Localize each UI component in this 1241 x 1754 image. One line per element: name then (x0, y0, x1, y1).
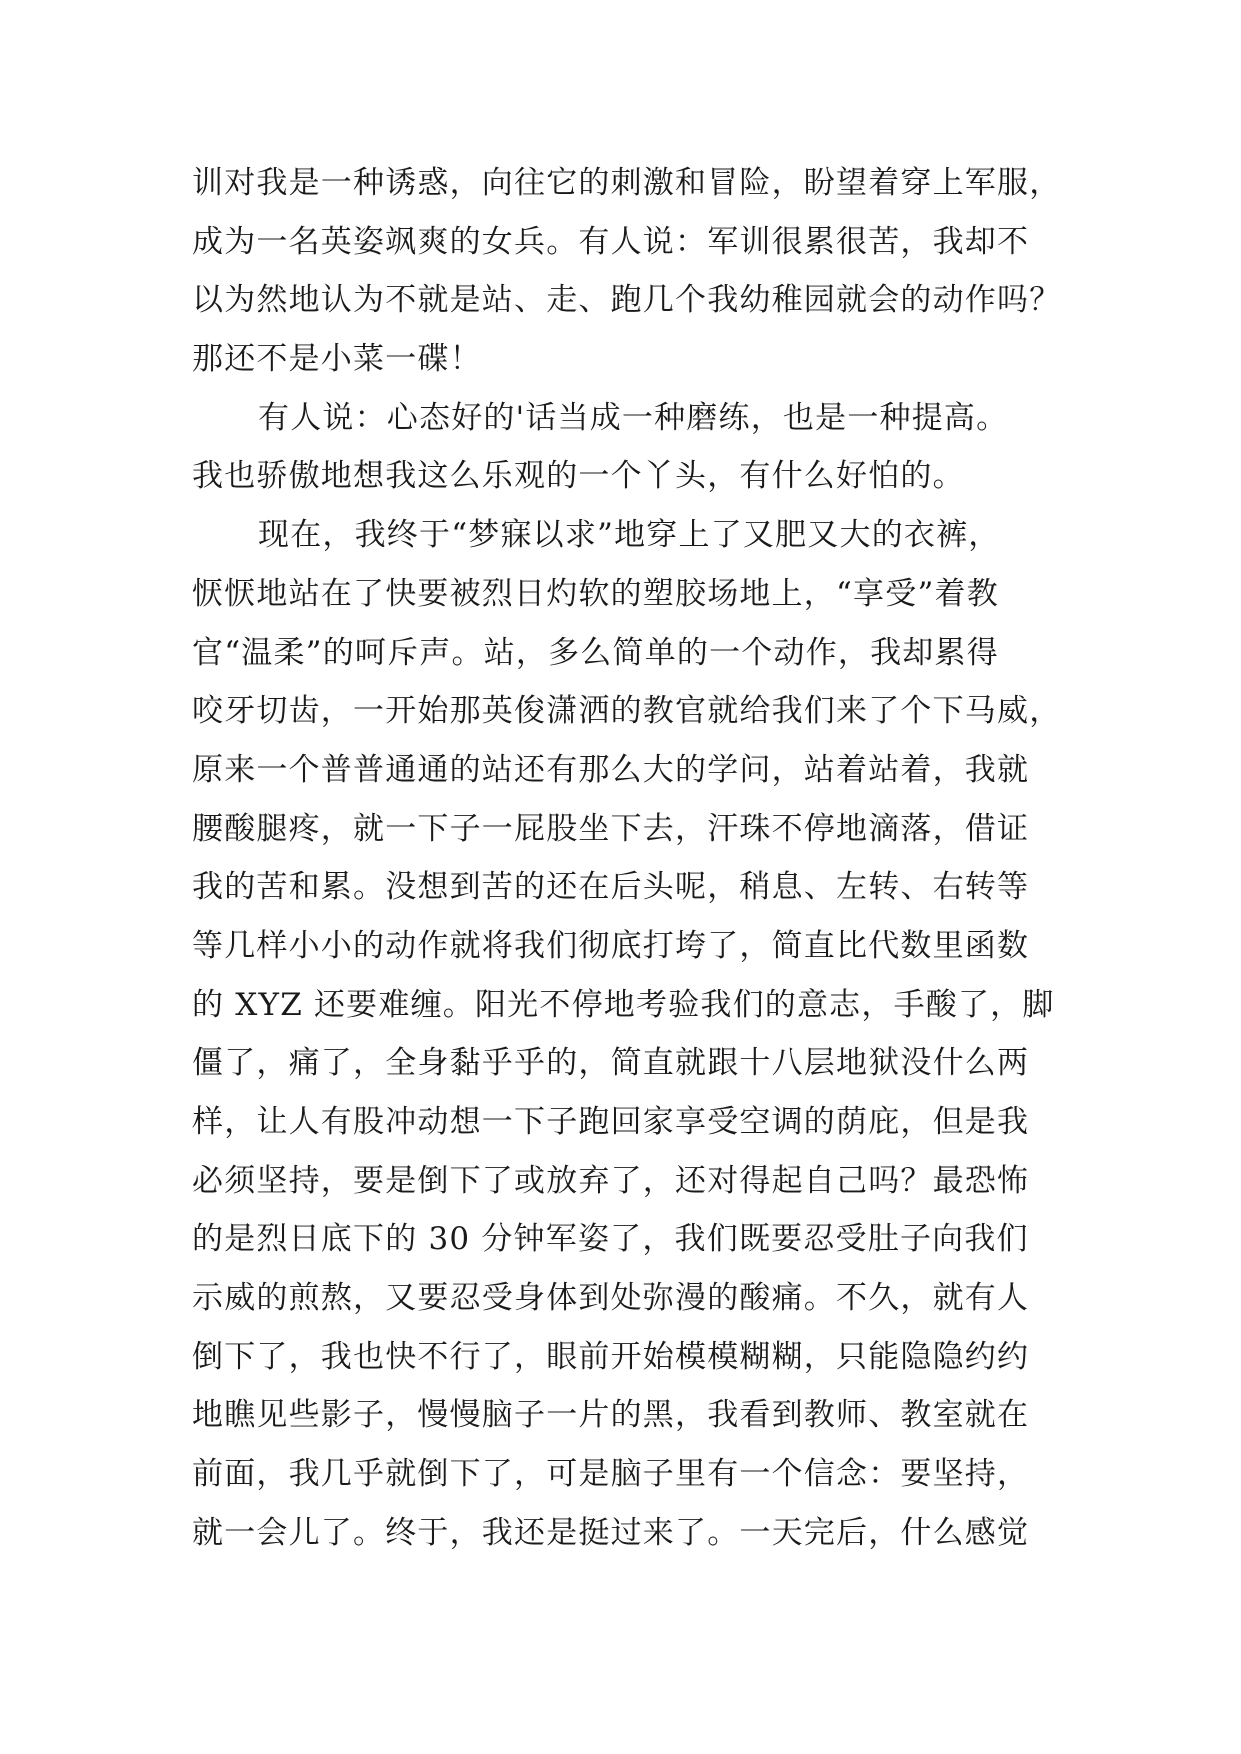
text-line: 训对我是一种诱惑，向往它的刺激和冒险，盼望着穿上军服， (192, 165, 1062, 201)
text-line: 就一会儿了。终于，我还是挺过来了。一天完后，什么感觉 (192, 1514, 1030, 1551)
text-line: 那还不是小菜一碟！ (192, 341, 482, 378)
text-line: 腰酸腿疼，就一下子一屁股坐下去，汗珠不停地滴落，借证 (192, 810, 1030, 847)
paragraph-first-line: 有人说：心态好的'话当成一种磨练，也是一种提高。 (258, 399, 1009, 436)
text-line: 僵了，痛了，全身黏乎乎的，简直就跟十八层地狱没什么两 (192, 1045, 1030, 1082)
text-line: 我也骄傲地想我这么乐观的一个丫头，有什么好怕的。 (192, 458, 965, 495)
body-text (192, 165, 1062, 1575)
text-line: 恹恹地站在了快要被烈日灼软的塑胶场地上，“享受”着教 (192, 575, 999, 612)
text-line: 的 XYZ 还要难缠。阳光不停地考验我们的意志，手酸了，脚 (192, 986, 1055, 1023)
text-line: 地瞧见些影子，慢慢脑子一片的黑，我看到教师、教室就在 (192, 1397, 1030, 1434)
text-line: 前面，我几乎就倒下了，可是脑子里有一个信念：要坚持， (192, 1456, 1030, 1493)
text-line: 的是烈日底下的 30 分钟军姿了，我们既要忍受肚子向我们 (192, 1221, 1029, 1258)
text-line: 以为然地认为不就是站、走、跑几个我幼稚园就会的动作吗？ (192, 282, 1062, 319)
text-line: 示威的煎熬，又要忍受身体到处弥漫的酸痛。不久，就有人 (192, 1280, 1030, 1317)
text-line: 原来一个普普通通的站还有那么大的学问，站着站着，我就 (192, 751, 1030, 788)
text-line: 倒下了，我也快不行了，眼前开始模模糊糊，只能隐隐约约 (192, 1338, 1030, 1375)
text-line: 官“温柔”的呵斥声。站，多么简单的一个动作，我却累得 (192, 634, 999, 671)
text-line: 咬牙切齿，一开始那英俊潇洒的教官就给我们来了个下马威， (192, 693, 1062, 730)
text-line: 等几样小小的动作就将我们彻底打垮了，简直比代数里函数 (192, 927, 1030, 964)
text-line: 我的苦和累。没想到苦的还在后头呢，稍息、左转、右转等 (192, 869, 1030, 906)
text-line: 必须坚持，要是倒下了或放弃了，还对得起自己吗？最恐怖 (192, 1162, 1030, 1199)
text-line: 样，让人有股冲动想一下子跑回家享受空调的荫庇，但是我 (192, 1104, 1030, 1140)
text-line: 成为一名英姿飒爽的女兵。有人说：军训很累很苦，我却不 (192, 223, 1030, 260)
paragraph-first-line: 现在，我终于“梦寐以求”地穿上了又肥又大的衣裤， (258, 517, 1001, 554)
